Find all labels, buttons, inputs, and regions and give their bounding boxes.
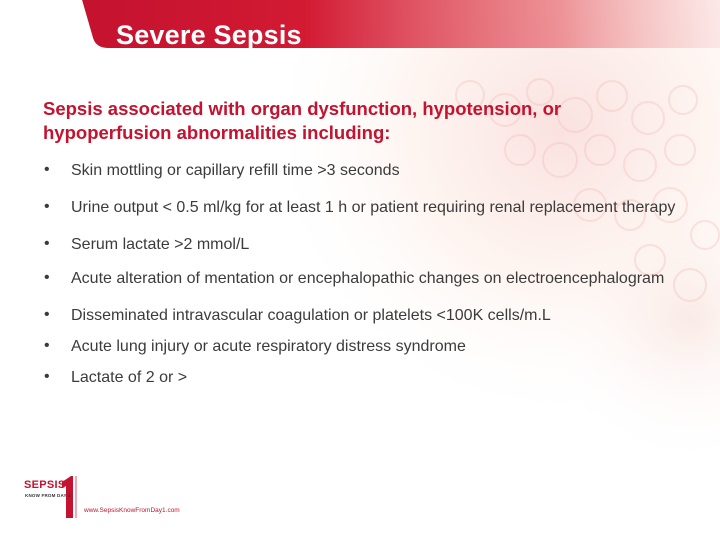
intro-text: Sepsis associated with organ dysfunction, hypotension, or hypoperfusion abnormalities including: [43,98,562,143]
bullet-icon: • [44,337,50,354]
list-item-text: Skin mottling or capillary refill time >3 seconds [71,162,400,179]
bullet-icon: • [44,306,50,323]
list-item-text: Lactate of 2 or > [71,369,188,386]
sepsis-logo [22,474,222,524]
title-banner [0,0,720,58]
list-item-text: Serum lactate >2 mmol/L [71,236,250,253]
bullet-icon: • [44,368,50,385]
criteria-list [43,160,693,388]
bullet-icon: • [44,198,50,215]
bullet-icon: • [44,235,50,252]
list-item [43,160,693,181]
list-item [43,336,693,357]
list-item [43,268,693,289]
bullet-icon: • [44,161,50,178]
slide-title: Severe Sepsis [116,20,302,50]
logo-tagline: KNOW FROM DAY 1 [25,493,71,498]
list-item [43,305,693,326]
list-item [43,367,693,388]
bullet-icon: • [44,269,50,286]
list-item [43,234,693,255]
logo-wordmark: SEPSIS [24,479,66,491]
list-item-text: Disseminated intravascular coagulation or platelets <100K cells/m.L [71,307,551,324]
list-item [43,197,693,218]
website-link[interactable]: www.SepsisKnowFromDay1.com [84,507,180,514]
list-item-text: Acute lung injury or acute respiratory distress syndrome [71,338,466,355]
list-item-text: Acute alteration of mentation or encephalopathic changes on electroencephalogram [71,270,665,287]
list-item-text: Urine output < 0.5 ml/kg for at least 1 h or patient requiring renal replacement therapy [71,199,676,216]
